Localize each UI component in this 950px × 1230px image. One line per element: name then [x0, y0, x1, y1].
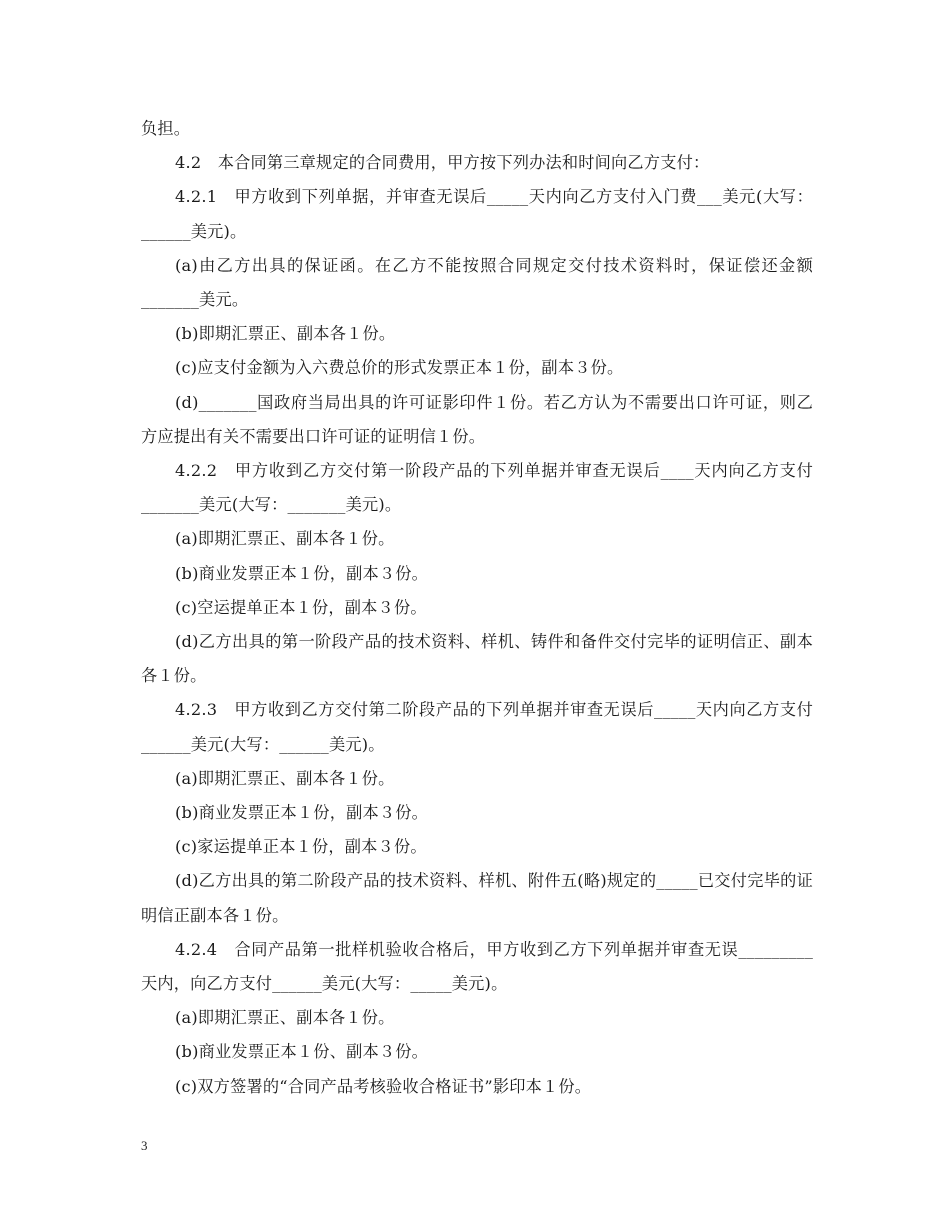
paragraph-item-d: (d)乙方出具的第二阶段产品的技术资料、样机、附件五(略)规定的_____已交付完毕的证明信正副本各１份。	[141, 871, 813, 925]
paragraph-item-c: (c)应支付金额为入六费总价的形式发票正本１份，副本３份。	[175, 358, 624, 378]
paragraph-clause-4-2-1: 4.2.1 甲方收到下列单据，并审查无误后_____天内向乙方支付入门费___美元(大写：______美元)。	[141, 187, 813, 241]
paragraph-item-b: (b)商业发票正本１份，副本３份。	[175, 563, 429, 583]
paragraph-item-b: (b)商业发票正本１份，副本３份。	[175, 803, 429, 823]
paragraph-clause-4-2-3: 4.2.3 甲方收到乙方交付第二阶段产品的下列单据并审查无误后_____天内向乙方支付______美元(大写：______美元)。	[141, 700, 813, 754]
paragraph-clause-4-2: 4.2 本合同第三章规定的合同费用，甲方按下列办法和时间向乙方支付：	[175, 153, 710, 173]
paragraph-clause-4-2-4: 4.2.4 合同产品第一批样机验收合格后，甲方收到乙方下列单据并审查无误_________天内，向乙方支付______美元(大写：_____美元)。	[141, 939, 813, 994]
paragraph-item-c: (c)空运提单正本１份，副本３份。	[175, 597, 427, 617]
paragraph-item-a: (a)即期汇票正、副本各１份。	[175, 768, 395, 788]
paragraph-clause-4-2-2: 4.2.2 甲方收到乙方交付第一阶段产品的下列单据并审查无误后____天内向乙方支付_______美元(大写：_______美元)。	[141, 461, 813, 515]
document-body	[141, 112, 813, 1104]
paragraph-continuation: 负担。	[141, 119, 191, 138]
page-number: 3	[141, 1138, 148, 1153]
paragraph-item-a: (a)由乙方出具的保证函。在乙方不能按照合同规定交付技术资料时，保证偿还金额_______美元。	[141, 255, 813, 310]
paragraph-item-b: (b)即期汇票正、副本各１份。	[175, 324, 396, 344]
paragraph-item-a: (a)即期汇票正、副本各１份。	[175, 529, 395, 549]
paragraph-item-c: (c)家运提单正本１份，副本３份。	[175, 837, 427, 857]
paragraph-item-a: (a)即期汇票正、副本各１份。	[175, 1008, 395, 1028]
paragraph-item-c: (c)双方签署的“合同产品考核验收合格证书”影印本１份。	[175, 1076, 592, 1096]
paragraph-item-b: (b)商业发票正本１份、副本３份。	[175, 1042, 429, 1062]
paragraph-item-d: (d)乙方出具的第一阶段产品的技术资料、样机、铸件和备件交付完毕的证明信正、副本各１份。	[141, 632, 813, 686]
paragraph-item-d: (d)_______国政府当局出具的许可证影印件１份。若乙方认为不需要出口许可证，则乙方应提出有关不需要出口许可证的证明信１份。	[141, 392, 813, 446]
